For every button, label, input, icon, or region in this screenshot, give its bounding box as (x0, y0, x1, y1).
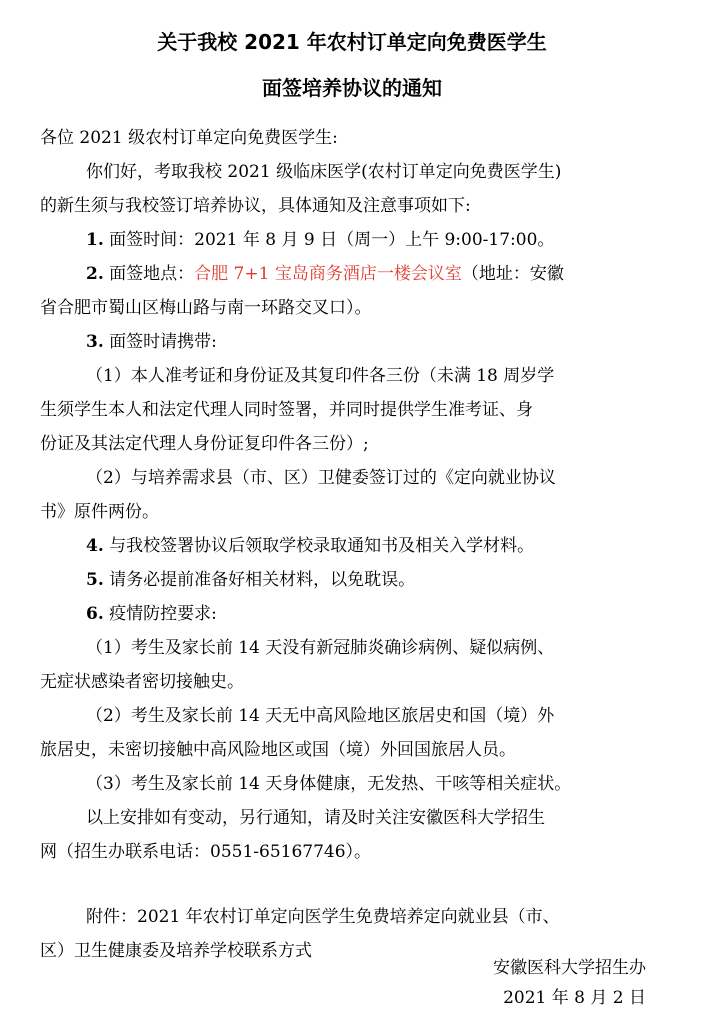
item-5 (86, 568, 415, 592)
item-3-number: 3. (86, 332, 104, 352)
intro-line-1: 你们好，考取我校 2021 级临床医学(农村订单定向免费医学生) (86, 162, 562, 182)
item-3 (86, 330, 217, 354)
salutation: 各位 2021 级农村订单定向免费医学生: (40, 128, 338, 148)
item-6-sub-1-line-1: （1）考生及家长前 14 天没有新冠肺炎确诊病例、疑似病例、 (86, 638, 555, 658)
item-4-text: 与我校签署协议后领取学校录取通知书及相关入学材料。 (109, 536, 535, 556)
item-2-suffix: （地址：安徽 (461, 264, 564, 284)
item-2 (86, 262, 564, 286)
item-2-number: 2. (86, 264, 104, 284)
signature-date: 2021 年 8 月 2 日 (503, 988, 646, 1008)
item-6-text: 疫情防控要求: (109, 604, 217, 624)
item-6-number: 6. (86, 604, 104, 624)
item-6-sub-2-line-1: （2）考生及家长前 14 天无中高风险地区旅居史和国（境）外 (86, 706, 555, 726)
attachment-line-1: 附件：2021 年农村订单定向医学生免费培养定向就业县（市、 (86, 907, 560, 927)
item-6 (86, 602, 217, 626)
item-3-sub-2-line-1: （2）与培养需求县（市、区）卫健委签订过的《定向就业协议 (86, 468, 556, 488)
closing-line-2: 网（招生办联系电话：0551-65167746）。 (40, 842, 372, 862)
attachment-line-2: 区）卫生健康委及培养学校联系方式 (40, 941, 312, 961)
item-6-sub-3-line-1: （3）考生及家长前 14 天身体健康，无发热、干咳等相关症状。 (86, 774, 572, 794)
item-3-sub-2-line-2: 书》原件两份。 (40, 502, 159, 522)
item-3-text: 面签时请携带: (109, 332, 217, 352)
item-2-address: 省合肥市蜀山区梅山路与南一环路交叉口）。 (40, 298, 372, 318)
item-1-number: 1. (86, 230, 104, 250)
item-1 (86, 228, 554, 252)
item-3-sub-1-line-1: （1）本人准考证和身份证及其复印件各三份（未满 18 周岁学 (86, 366, 555, 386)
document-title-line-2: 面签培养协议的通知 (262, 76, 442, 100)
item-6-sub-2-line-2: 旅居史，未密切接触中高风险地区或国（境）外回国旅居人员。 (40, 740, 516, 760)
item-4 (86, 534, 534, 558)
item-3-sub-1-line-3: 份证及其法定代理人身份证复印件各三份）; (40, 434, 369, 454)
item-2-prefix: 面签地点： (109, 264, 195, 284)
item-5-number: 5. (86, 570, 104, 590)
signature-organization: 安徽医科大学招生办 (493, 958, 646, 978)
item-1-text: 面签时间：2021 年 8 月 9 日（周一）上午 9:00-17:00。 (109, 230, 555, 250)
item-6-sub-1-line-2: 无症状感染者密切接触史。 (40, 672, 244, 692)
item-5-text: 请务必提前准备好相关材料，以免耽误。 (109, 570, 416, 590)
document-title-line-1: 关于我校 2021 年农村订单定向免费医学生 (157, 30, 547, 54)
closing-line-1: 以上安排如有变动，另行通知，请及时关注安徽医科大学招生 (86, 808, 545, 828)
intro-line-2: 的新生须与我校签订培养协议，具体通知及注意事项如下: (40, 196, 471, 216)
item-4-number: 4. (86, 536, 104, 556)
item-2-venue: 合肥 7+1 宝岛商务酒店一楼会议室 (194, 264, 462, 284)
item-3-sub-1-line-2: 生须学生本人和法定代理人同时签署，并同时提供学生准考证、身 (40, 400, 533, 420)
